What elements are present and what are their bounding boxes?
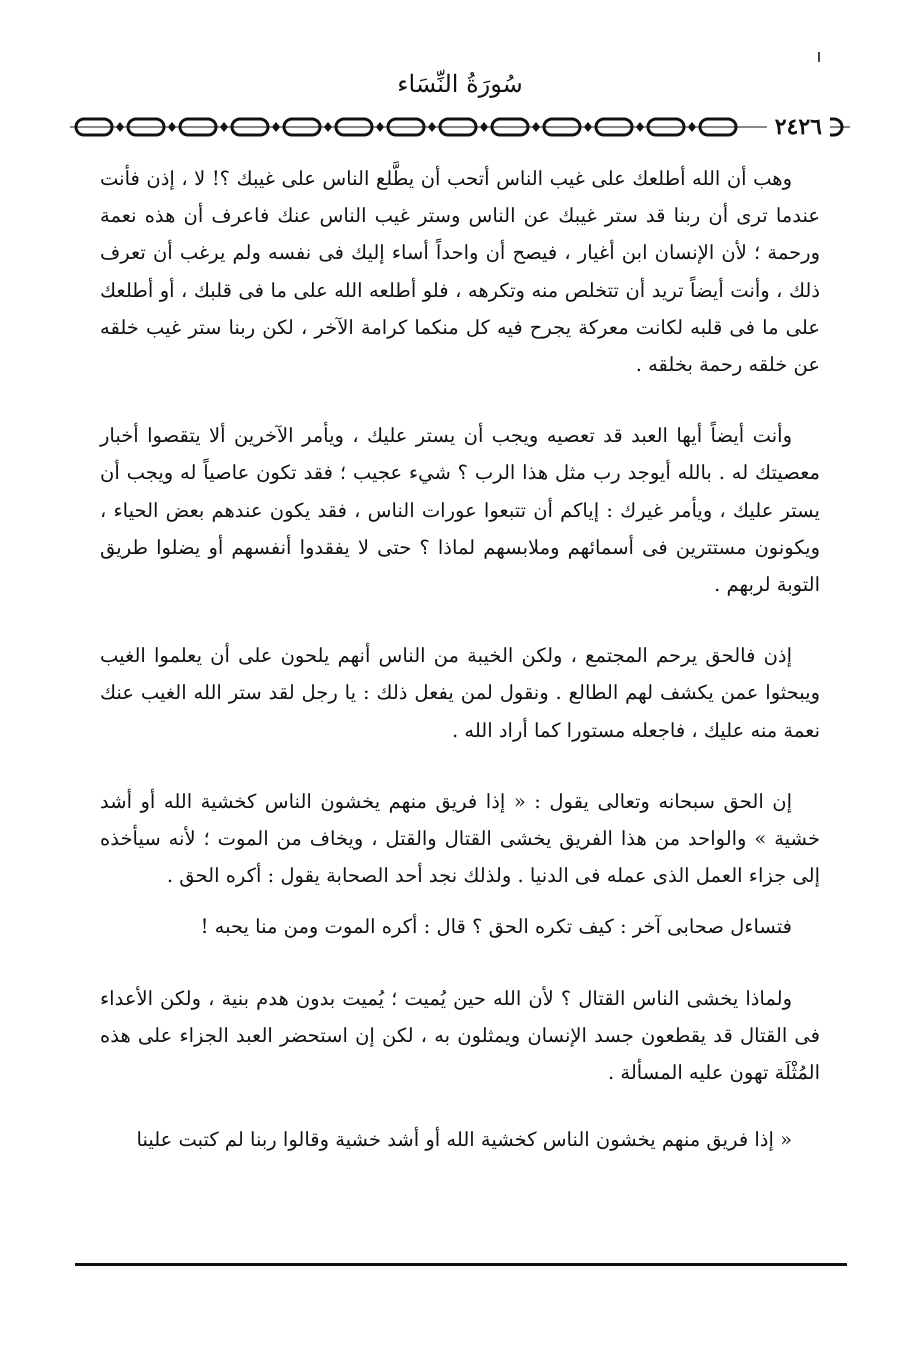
paragraph-1: وهب أن الله أطلعك على غيب الناس أتحب أن يطَّلع الناس على غيبك ؟! لا ، إذن فأنت عندما ترى أن ربنا قد ستر غيبك عن الناس وستر غيب الناس عنك فاعرف أن هذه نعمة ورحمة ؛ لأن الإنسان ابن أغيار ، فيصح أن واحداً أساء إليك فى نفسه ولم يرغب أن تعرف ذلك ، وأنت أيضاً تريد أن تتخلص منه وتكرهه ، فلو أطلعه الله على ما فى قلبك ، أو أطلعك على ما فى قلبه لكانت معركة يجرح فيه كل منكما كرامة الآخر ، لكن ربنا ستر غيب خلقه عن خلقه رحمة بخلقه .	[100, 167, 820, 377]
ornament-chain-icon	[70, 112, 850, 142]
decorative-header-border	[70, 112, 850, 142]
paragraph-4: إن الحق سبحانه وتعالى يقول : « إذا فريق منهم يخشون الناس كخشية الله أو أشد خشية » والواحد من هذا الفريق يخشى القتال والقتل ، ويخاف من الموت ؛ لأنه سيأخذه إلى جزاء العمل الذى عمله فى الدنيا . ولذلك نجد أحد الصحابة يقول : أكره الحق .	[100, 789, 820, 888]
paragraph-5: فتساءل صحابى آخر : كيف تكره الحق ؟ قال : أكره الموت ومن منا يحبه !	[200, 915, 792, 939]
page-corner-mark	[818, 52, 820, 62]
paragraph-6: ولماذا يخشى الناس القتال ؟ لأن الله حين يُميت ؛ يُميت بدون هدم بنية ، ولكن الأعداء فى القتال قد يقطعون جسد الإنسان ويمثلون به ، لكن إن استحضر العبد الجزاء على هذه المُثْلَة تهون عليه المسألة .	[100, 986, 820, 1085]
page-number: ٢٤٢٦	[767, 112, 830, 142]
footer-rule	[75, 1263, 847, 1266]
surah-title: سُورَةُ النِّسَاء	[397, 70, 523, 98]
page-body	[100, 160, 820, 1158]
paragraph-7: « إذا فريق منهم يخشون الناس كخشية الله أو أشد خشية وقالوا ربنا لم كتبت علينا	[136, 1128, 792, 1152]
paragraph-2: وأنت أيضاً أيها العبد قد تعصيه ويجب أن يستر عليك ، ويأمر الآخرين ألا يتقصوا أخبار معصيتك له . بالله أيوجد رب مثل هذا الرب ؟ شيء عجيب ؛ فقد تكون عاصياً له ويجب أن يستر عليك ، ويأمر غيرك : إياكم أن تتبعوا عورات الناس ، فقد يكون عندهم بعض الحياء ، ويكونون مستترين فى أسمائهم وملابسهم لماذا ؟ حتى لا يفقدوا أنفسهم أو يضلوا طريق التوبة لربهم .	[100, 424, 820, 597]
paragraph-3: إذن فالحق يرحم المجتمع ، ولكن الخيبة من الناس أنهم يلحون على أن يعلموا الغيب ويبحثوا عمن يكشف لهم الطالع . ونقول لمن يفعل ذلك : يا رجل لقد ستر الله الغيب عنك نعمة منه عليك ، فاجعله مستورا كما أراد الله .	[100, 644, 820, 742]
